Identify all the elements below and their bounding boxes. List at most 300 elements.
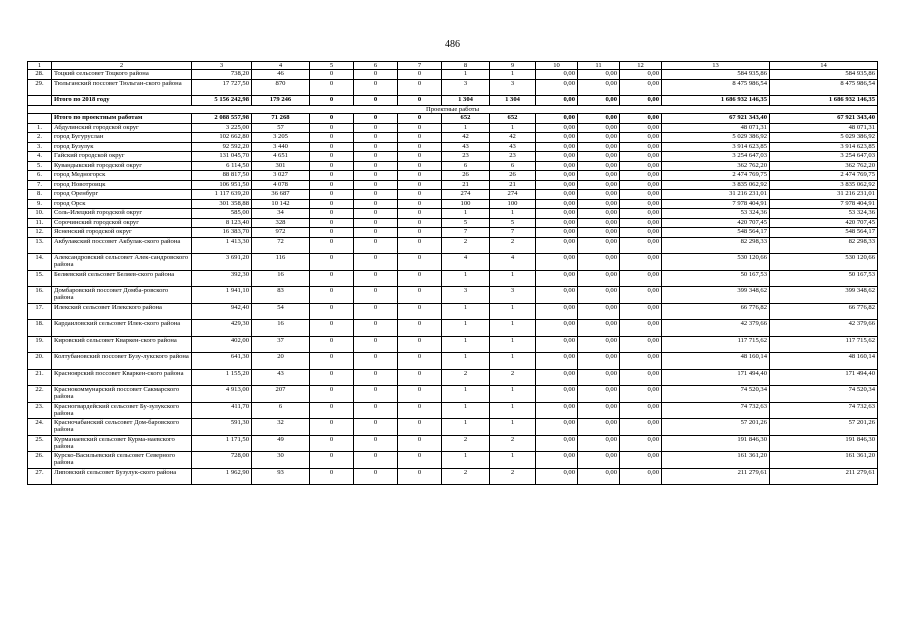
- value-cell: 0,00: [536, 386, 578, 403]
- value-cell: 43: [252, 369, 310, 386]
- value-cell: 0: [310, 142, 354, 152]
- value-cell: 2: [490, 237, 536, 254]
- value-cell: 0: [398, 320, 442, 337]
- value-cell: 411,70: [192, 402, 252, 419]
- value-cell: 0: [398, 237, 442, 254]
- value-cell: 23: [490, 152, 536, 162]
- value-cell: 43: [442, 142, 490, 152]
- value-cell: 0,00: [620, 171, 662, 181]
- value-cell: 0: [310, 123, 354, 133]
- value-cell: 0: [398, 171, 442, 181]
- value-cell: 2: [442, 468, 490, 485]
- row-number-cell: 16.: [28, 287, 52, 304]
- value-cell: 0,00: [620, 79, 662, 96]
- value-cell: 0: [310, 468, 354, 485]
- value-cell: 0: [398, 386, 442, 403]
- municipality-name-cell: Абдулинский городской округ: [52, 123, 192, 133]
- row-number-cell: 18.: [28, 320, 52, 337]
- value-cell: 2: [442, 369, 490, 386]
- value-cell: 4 078: [252, 180, 310, 190]
- value-cell: 0,00: [536, 270, 578, 287]
- value-cell: 6 114,50: [192, 161, 252, 171]
- value-cell: 2: [442, 237, 490, 254]
- value-cell: 0,00: [620, 96, 662, 106]
- value-cell: 0: [310, 435, 354, 452]
- value-cell: 0: [310, 320, 354, 337]
- municipality-name-cell: город Орск: [52, 199, 192, 209]
- value-cell: 0: [310, 228, 354, 238]
- value-cell: 2 088 557,98: [192, 114, 252, 124]
- value-cell: 1 155,20: [192, 369, 252, 386]
- value-cell: 548 564,17: [770, 228, 878, 238]
- row-number-cell: 1.: [28, 123, 52, 133]
- data-table: [27, 61, 878, 485]
- value-cell: 131 045,70: [192, 152, 252, 162]
- value-cell: 6: [490, 161, 536, 171]
- table-row: [28, 287, 878, 304]
- value-cell: 1 686 932 146,35: [770, 96, 878, 106]
- value-cell: 402,00: [192, 336, 252, 353]
- value-cell: 0,00: [536, 161, 578, 171]
- value-cell: 584 935,86: [662, 70, 770, 80]
- value-cell: 1: [490, 402, 536, 419]
- value-cell: 54: [252, 303, 310, 320]
- value-cell: 5: [490, 218, 536, 228]
- value-cell: 0,00: [620, 152, 662, 162]
- value-cell: 652: [442, 114, 490, 124]
- total-row: [28, 96, 878, 106]
- value-cell: 0,00: [536, 369, 578, 386]
- table-row: [28, 452, 878, 469]
- value-cell: 0: [354, 161, 398, 171]
- value-cell: 1: [490, 270, 536, 287]
- value-cell: 1: [442, 70, 490, 80]
- value-cell: 0,00: [578, 228, 620, 238]
- municipality-name-cell: Соль-Илецкий городской округ: [52, 209, 192, 219]
- value-cell: 328: [252, 218, 310, 228]
- value-cell: 0: [354, 402, 398, 419]
- value-cell: 83: [252, 287, 310, 304]
- value-cell: 8 475 986,54: [770, 79, 878, 96]
- value-cell: 0,00: [578, 180, 620, 190]
- value-cell: 53 324,36: [662, 209, 770, 219]
- municipality-name-cell: Итого по проектным работам: [52, 114, 192, 124]
- value-cell: 211 279,61: [770, 468, 878, 485]
- column-number-cell: 2: [52, 62, 192, 70]
- value-cell: 0,00: [536, 171, 578, 181]
- value-cell: 0: [398, 468, 442, 485]
- value-cell: 301: [252, 161, 310, 171]
- value-cell: 0: [354, 199, 398, 209]
- value-cell: 74 520,34: [770, 386, 878, 403]
- municipality-name-cell: город Медногорск: [52, 171, 192, 181]
- value-cell: 161 361,20: [770, 452, 878, 469]
- table-row: [28, 199, 878, 209]
- value-cell: 0: [398, 369, 442, 386]
- value-cell: 0,00: [536, 180, 578, 190]
- section-header-row: [28, 105, 878, 114]
- value-cell: 0,00: [620, 254, 662, 271]
- value-cell: 0,00: [620, 228, 662, 238]
- value-cell: 17 727,50: [192, 79, 252, 96]
- value-cell: 3 835 062,92: [770, 180, 878, 190]
- value-cell: 3 254 647,03: [770, 152, 878, 162]
- value-cell: 31 216 231,01: [770, 190, 878, 200]
- value-cell: 2: [442, 435, 490, 452]
- value-cell: 274: [490, 190, 536, 200]
- value-cell: 0: [398, 199, 442, 209]
- value-cell: 1: [490, 303, 536, 320]
- value-cell: 0,00: [620, 320, 662, 337]
- column-number-cell: 14: [770, 62, 878, 70]
- value-cell: 0,00: [578, 199, 620, 209]
- value-cell: 0,00: [620, 353, 662, 370]
- value-cell: 21: [442, 180, 490, 190]
- value-cell: 6: [442, 161, 490, 171]
- row-number-cell: 19.: [28, 336, 52, 353]
- table-row: [28, 402, 878, 419]
- table-row: [28, 386, 878, 403]
- value-cell: 1: [490, 336, 536, 353]
- value-cell: 0: [398, 419, 442, 436]
- value-cell: 0,00: [536, 96, 578, 106]
- value-cell: 36 687: [252, 190, 310, 200]
- column-number-cell: 13: [662, 62, 770, 70]
- value-cell: 3: [490, 79, 536, 96]
- value-cell: 1: [442, 270, 490, 287]
- value-cell: 0: [354, 218, 398, 228]
- value-cell: 179 246: [252, 96, 310, 106]
- value-cell: 0,00: [578, 468, 620, 485]
- value-cell: 0: [310, 96, 354, 106]
- value-cell: 7 978 404,91: [662, 199, 770, 209]
- value-cell: 53 324,36: [770, 209, 878, 219]
- column-number-cell: 6: [354, 62, 398, 70]
- value-cell: 0,00: [620, 402, 662, 419]
- table-row: [28, 171, 878, 181]
- value-cell: 585,00: [192, 209, 252, 219]
- value-cell: 0,00: [578, 114, 620, 124]
- value-cell: 0,00: [536, 452, 578, 469]
- value-cell: 0: [354, 287, 398, 304]
- value-cell: 74 520,34: [662, 386, 770, 403]
- value-cell: 548 564,17: [662, 228, 770, 238]
- value-cell: 7 978 404,91: [770, 199, 878, 209]
- value-cell: 0,00: [620, 209, 662, 219]
- value-cell: 0,00: [620, 114, 662, 124]
- value-cell: 0,00: [578, 152, 620, 162]
- value-cell: 0: [354, 152, 398, 162]
- value-cell: 0,00: [578, 353, 620, 370]
- value-cell: 4: [442, 254, 490, 271]
- table-row: [28, 369, 878, 386]
- value-cell: 20: [252, 353, 310, 370]
- value-cell: 0,00: [536, 114, 578, 124]
- value-cell: 0: [354, 123, 398, 133]
- value-cell: 1: [442, 353, 490, 370]
- column-number-cell: 3: [192, 62, 252, 70]
- value-cell: 1: [442, 402, 490, 419]
- value-cell: 3 205: [252, 133, 310, 143]
- value-cell: 0: [310, 199, 354, 209]
- value-cell: 0,00: [536, 320, 578, 337]
- row-number-cell: 15.: [28, 270, 52, 287]
- value-cell: 0,00: [536, 228, 578, 238]
- municipality-name-cell: Илекский сельсовет Илекского района: [52, 303, 192, 320]
- value-cell: 42: [490, 133, 536, 143]
- value-cell: 5: [442, 218, 490, 228]
- value-cell: 116: [252, 254, 310, 271]
- municipality-name-cell: город Бугуруслан: [52, 133, 192, 143]
- row-number-cell: 13.: [28, 237, 52, 254]
- value-cell: 420 707,45: [770, 218, 878, 228]
- value-cell: 74 732,63: [662, 402, 770, 419]
- value-cell: 8 475 986,54: [662, 79, 770, 96]
- value-cell: 0,00: [620, 452, 662, 469]
- row-number-cell: 21.: [28, 369, 52, 386]
- value-cell: 3 027: [252, 171, 310, 181]
- value-cell: 0: [354, 114, 398, 124]
- value-cell: 0,00: [620, 303, 662, 320]
- value-cell: 0,00: [620, 142, 662, 152]
- value-cell: 57: [252, 123, 310, 133]
- value-cell: 48 160,14: [662, 353, 770, 370]
- value-cell: 1: [442, 123, 490, 133]
- value-cell: 0: [310, 171, 354, 181]
- row-number-cell: 10.: [28, 209, 52, 219]
- value-cell: 100: [442, 199, 490, 209]
- value-cell: 0: [398, 79, 442, 96]
- municipality-name-cell: Тоцкий сельсовет Тоцкого района: [52, 70, 192, 80]
- table-row: [28, 270, 878, 287]
- value-cell: 0: [398, 303, 442, 320]
- value-cell: 0,00: [536, 133, 578, 143]
- value-cell: 0,00: [578, 142, 620, 152]
- value-cell: 0,00: [536, 190, 578, 200]
- value-cell: 0: [310, 180, 354, 190]
- column-number-cell: 5: [310, 62, 354, 70]
- value-cell: 93: [252, 468, 310, 485]
- value-cell: 171 494,40: [662, 369, 770, 386]
- table-row: [28, 79, 878, 96]
- column-number-cell: 1: [28, 62, 52, 70]
- municipality-name-cell: город Новотроицк: [52, 180, 192, 190]
- value-cell: 0,00: [620, 161, 662, 171]
- table-row: [28, 180, 878, 190]
- value-cell: 1: [442, 209, 490, 219]
- value-cell: 0: [398, 123, 442, 133]
- value-cell: 0: [398, 287, 442, 304]
- value-cell: 0,00: [578, 435, 620, 452]
- value-cell: 66 776,82: [662, 303, 770, 320]
- value-cell: 3 914 623,85: [770, 142, 878, 152]
- value-cell: 0,00: [620, 468, 662, 485]
- value-cell: 1: [442, 320, 490, 337]
- value-cell: 0,00: [578, 123, 620, 133]
- row-number-cell: 17.: [28, 303, 52, 320]
- value-cell: 0: [310, 190, 354, 200]
- value-cell: 1: [490, 209, 536, 219]
- value-cell: 0,00: [536, 254, 578, 271]
- value-cell: 0,00: [536, 237, 578, 254]
- value-cell: 0,00: [578, 254, 620, 271]
- value-cell: 2: [490, 435, 536, 452]
- row-number-cell: 26.: [28, 452, 52, 469]
- municipality-name-cell: Кувандыкский городской округ: [52, 161, 192, 171]
- value-cell: 0,00: [536, 468, 578, 485]
- municipality-name-cell: Курско-Васильевский сельсовет Северного района: [52, 452, 192, 469]
- value-cell: 0,00: [536, 199, 578, 209]
- value-cell: 0: [354, 254, 398, 271]
- value-cell: 0: [354, 79, 398, 96]
- value-cell: 1: [490, 70, 536, 80]
- column-number-cell: 4: [252, 62, 310, 70]
- page-number: 486: [445, 39, 460, 50]
- value-cell: 5 029 386,92: [770, 133, 878, 143]
- value-cell: 43: [490, 142, 536, 152]
- municipality-name-cell: Красноярский поссовет Кваркен-ского района: [52, 369, 192, 386]
- value-cell: 48 071,31: [662, 123, 770, 133]
- value-cell: 0: [354, 96, 398, 106]
- table-row: [28, 237, 878, 254]
- value-cell: 301 358,88: [192, 199, 252, 209]
- value-cell: 50 167,53: [770, 270, 878, 287]
- value-cell: 0,00: [620, 270, 662, 287]
- value-cell: 1 686 932 146,35: [662, 96, 770, 106]
- row-number-cell: 7.: [28, 180, 52, 190]
- column-number-cell: 8: [442, 62, 490, 70]
- value-cell: 4 651: [252, 152, 310, 162]
- value-cell: 0: [398, 228, 442, 238]
- value-cell: 1 117 639,20: [192, 190, 252, 200]
- value-cell: 0,00: [578, 419, 620, 436]
- value-cell: 3 914 623,85: [662, 142, 770, 152]
- value-cell: 0,00: [536, 79, 578, 96]
- column-number-cell: 9: [490, 62, 536, 70]
- value-cell: 0: [354, 452, 398, 469]
- municipality-name-cell: Домбаровский поссовет Домба-ровского района: [52, 287, 192, 304]
- value-cell: 16: [252, 320, 310, 337]
- value-cell: 972: [252, 228, 310, 238]
- value-cell: 0: [398, 161, 442, 171]
- value-cell: 1 304: [490, 96, 536, 106]
- row-number-cell: [28, 96, 52, 106]
- municipality-name-cell: Красногвардейский сельсовет Бу-зулукского района: [52, 402, 192, 419]
- value-cell: 0: [398, 336, 442, 353]
- value-cell: 0: [398, 133, 442, 143]
- value-cell: 34: [252, 209, 310, 219]
- value-cell: 0,00: [578, 79, 620, 96]
- value-cell: 37: [252, 336, 310, 353]
- table-row: [28, 320, 878, 337]
- value-cell: 207: [252, 386, 310, 403]
- value-cell: 100: [490, 199, 536, 209]
- value-cell: 7: [490, 228, 536, 238]
- table-row: [28, 133, 878, 143]
- value-cell: 50 167,53: [662, 270, 770, 287]
- value-cell: 48 160,14: [770, 353, 878, 370]
- value-cell: 2: [490, 369, 536, 386]
- value-cell: 0,00: [620, 190, 662, 200]
- value-cell: 0,00: [536, 123, 578, 133]
- value-cell: 2: [490, 468, 536, 485]
- municipality-name-cell: город Оренбург: [52, 190, 192, 200]
- municipality-name-cell: Краснокоммунарский поссовет Сакмарского района: [52, 386, 192, 403]
- value-cell: 57 201,26: [662, 419, 770, 436]
- value-cell: 0,00: [578, 270, 620, 287]
- value-cell: 0: [310, 402, 354, 419]
- value-cell: 0,00: [578, 190, 620, 200]
- table-row: [28, 190, 878, 200]
- value-cell: 392,30: [192, 270, 252, 287]
- table-row: [28, 70, 878, 80]
- value-cell: 0,00: [620, 218, 662, 228]
- value-cell: 46: [252, 70, 310, 80]
- municipality-name-cell: Курманаевский сельсовет Курма-наевского района: [52, 435, 192, 452]
- value-cell: 3 254 647,03: [662, 152, 770, 162]
- value-cell: 0,00: [578, 303, 620, 320]
- value-cell: 399 348,62: [770, 287, 878, 304]
- column-number-cell: 7: [398, 62, 442, 70]
- value-cell: 0: [310, 270, 354, 287]
- value-cell: 0,00: [578, 386, 620, 403]
- value-cell: 0: [354, 270, 398, 287]
- value-cell: 3 835 062,92: [662, 180, 770, 190]
- value-cell: 42 379,66: [662, 320, 770, 337]
- section-title: Проектные работы: [28, 105, 878, 114]
- value-cell: 362 762,20: [662, 161, 770, 171]
- row-number-cell: 23.: [28, 402, 52, 419]
- value-cell: 0,00: [578, 452, 620, 469]
- value-cell: 0: [398, 96, 442, 106]
- value-cell: 0: [310, 218, 354, 228]
- row-number-cell: 22.: [28, 386, 52, 403]
- column-number-cell: 10: [536, 62, 578, 70]
- value-cell: 0: [310, 336, 354, 353]
- value-cell: 0: [310, 287, 354, 304]
- value-cell: 191 846,30: [770, 435, 878, 452]
- value-cell: 0: [310, 353, 354, 370]
- value-cell: 5 156 242,98: [192, 96, 252, 106]
- value-cell: 82 298,33: [770, 237, 878, 254]
- value-cell: 3: [442, 79, 490, 96]
- value-cell: 49: [252, 435, 310, 452]
- value-cell: 16 383,70: [192, 228, 252, 238]
- value-cell: 0: [354, 336, 398, 353]
- value-cell: 0: [354, 228, 398, 238]
- value-cell: 530 120,66: [770, 254, 878, 271]
- municipality-name-cell: Кардаиловский сельсовет Илек-ского района: [52, 320, 192, 337]
- value-cell: 0,00: [620, 287, 662, 304]
- row-number-cell: 20.: [28, 353, 52, 370]
- row-number-cell: [28, 114, 52, 124]
- value-cell: 26: [490, 171, 536, 181]
- value-cell: 0,00: [620, 70, 662, 80]
- municipality-name-cell: Сорочинский городской округ: [52, 218, 192, 228]
- value-cell: 0: [310, 419, 354, 436]
- value-cell: 42: [442, 133, 490, 143]
- value-cell: 420 707,45: [662, 218, 770, 228]
- value-cell: 32: [252, 419, 310, 436]
- value-cell: 0: [310, 79, 354, 96]
- value-cell: 0: [398, 435, 442, 452]
- value-cell: 0,00: [578, 171, 620, 181]
- row-number-cell: 9.: [28, 199, 52, 209]
- value-cell: 74 732,63: [770, 402, 878, 419]
- value-cell: 0,00: [536, 353, 578, 370]
- value-cell: 0,00: [620, 419, 662, 436]
- total-row: [28, 114, 878, 124]
